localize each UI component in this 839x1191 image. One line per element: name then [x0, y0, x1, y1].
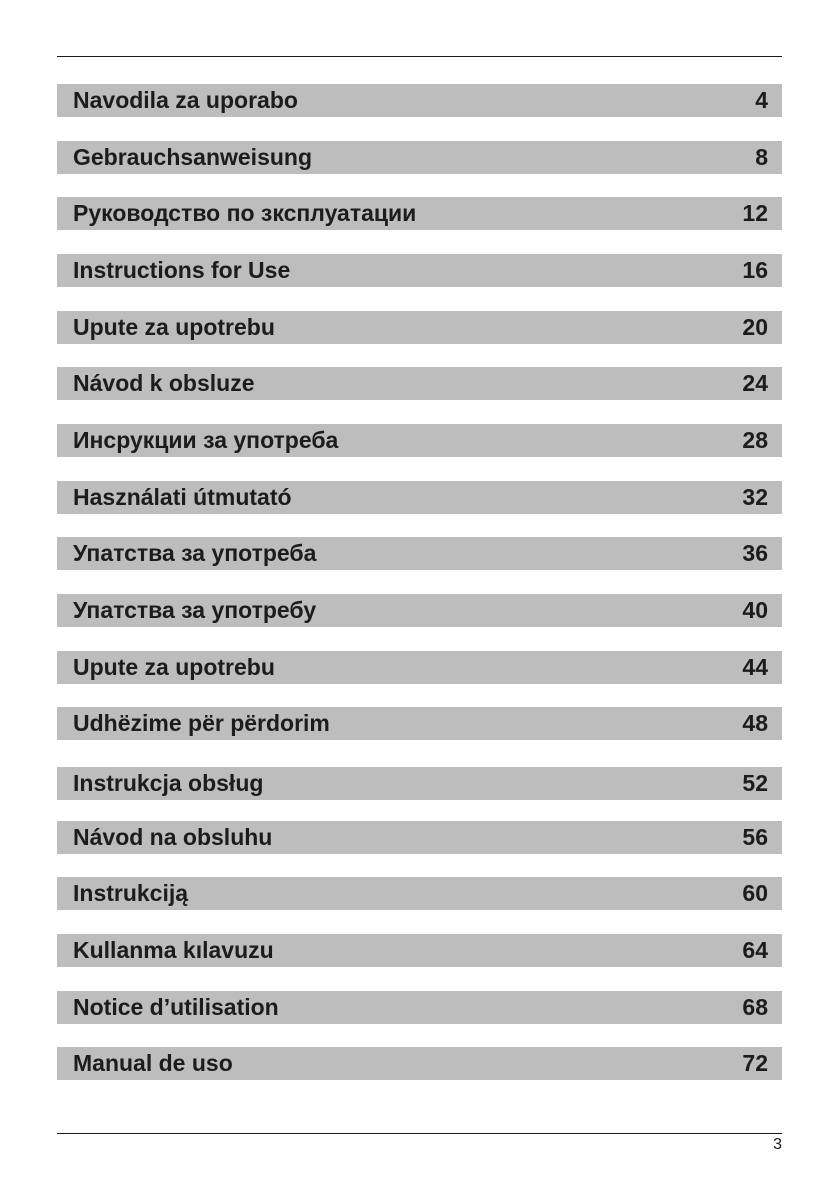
- bottom-rule: [57, 1133, 782, 1134]
- page-number: 3: [773, 1136, 782, 1153]
- toc-entry-title: Návod na obsluhu: [73, 824, 273, 850]
- toc-entry-title: Udhëzime për përdorim: [73, 710, 330, 736]
- toc-entry-title: Gebrauchsanweisung: [73, 144, 313, 170]
- toc-entry-title: Упатства за употреба: [73, 540, 317, 566]
- toc-entry-page: 28: [742, 427, 768, 453]
- toc-entry-title: Инсрукции за употреба: [73, 427, 339, 453]
- toc-entry[interactable]: [57, 424, 782, 457]
- toc-entry[interactable]: [57, 707, 782, 740]
- toc-entry-title: Kullanma kılavuzu: [73, 937, 274, 963]
- toc-entry-page: 12: [742, 200, 768, 226]
- toc-entry[interactable]: [57, 767, 782, 800]
- toc-entry-title: Manual de uso: [73, 1050, 233, 1076]
- toc-entry-page: 8: [755, 144, 768, 170]
- toc-entry-page: 64: [742, 937, 768, 963]
- toc-entry[interactable]: [57, 537, 782, 570]
- toc-entry-page: 40: [742, 597, 768, 623]
- toc-entry-page: 56: [742, 824, 768, 850]
- toc-entry-title: Instructions for Use: [73, 257, 291, 283]
- toc-entry[interactable]: [57, 934, 782, 967]
- toc-entry-title: Használati útmutató: [73, 484, 292, 510]
- toc-entry-title: Instrukcja obsług: [73, 770, 264, 796]
- toc-entry-page: 52: [742, 770, 768, 796]
- toc-entry[interactable]: [57, 84, 782, 117]
- toc-entry-page: 72: [742, 1050, 768, 1076]
- toc-entry-page: 36: [742, 540, 768, 566]
- toc-entry-page: 16: [742, 257, 768, 283]
- toc-entry-title: Návod k obsluze: [73, 370, 255, 396]
- toc-entry-title: Upute za upotrebu: [73, 314, 275, 340]
- toc-entry[interactable]: [57, 311, 782, 344]
- toc-entry-page: 44: [742, 654, 768, 680]
- toc-entry-page: 20: [742, 314, 768, 340]
- toc-entry-page: 32: [742, 484, 768, 510]
- toc-entry-page: 4: [755, 87, 768, 113]
- toc-entry-title: Руководство по зксплуатации: [73, 200, 417, 226]
- table-of-contents: [57, 0, 782, 1191]
- toc-entry[interactable]: [57, 651, 782, 684]
- toc-entry[interactable]: [57, 367, 782, 400]
- toc-entry-page: 60: [742, 880, 768, 906]
- toc-entry-title: Navodila za uporabo: [73, 87, 298, 113]
- toc-entry[interactable]: [57, 197, 782, 230]
- toc-entry-page: 48: [742, 710, 768, 736]
- toc-entry-title: Upute za upotrebu: [73, 654, 275, 680]
- toc-entry[interactable]: [57, 594, 782, 627]
- toc-entry[interactable]: [57, 1047, 782, 1080]
- toc-entry-title: Упатства за употребу: [73, 597, 317, 623]
- toc-entry[interactable]: [57, 991, 782, 1024]
- toc-entry[interactable]: [57, 481, 782, 514]
- toc-entry-title: Instrukciją: [73, 880, 189, 906]
- toc-entry[interactable]: [57, 877, 782, 910]
- toc-entry-page: 68: [742, 994, 768, 1020]
- toc-entry[interactable]: [57, 254, 782, 287]
- toc-entry[interactable]: [57, 141, 782, 174]
- toc-entry[interactable]: [57, 821, 782, 854]
- toc-entry-title: Notice d’utilisation: [73, 994, 279, 1020]
- toc-entry-page: 24: [742, 370, 768, 396]
